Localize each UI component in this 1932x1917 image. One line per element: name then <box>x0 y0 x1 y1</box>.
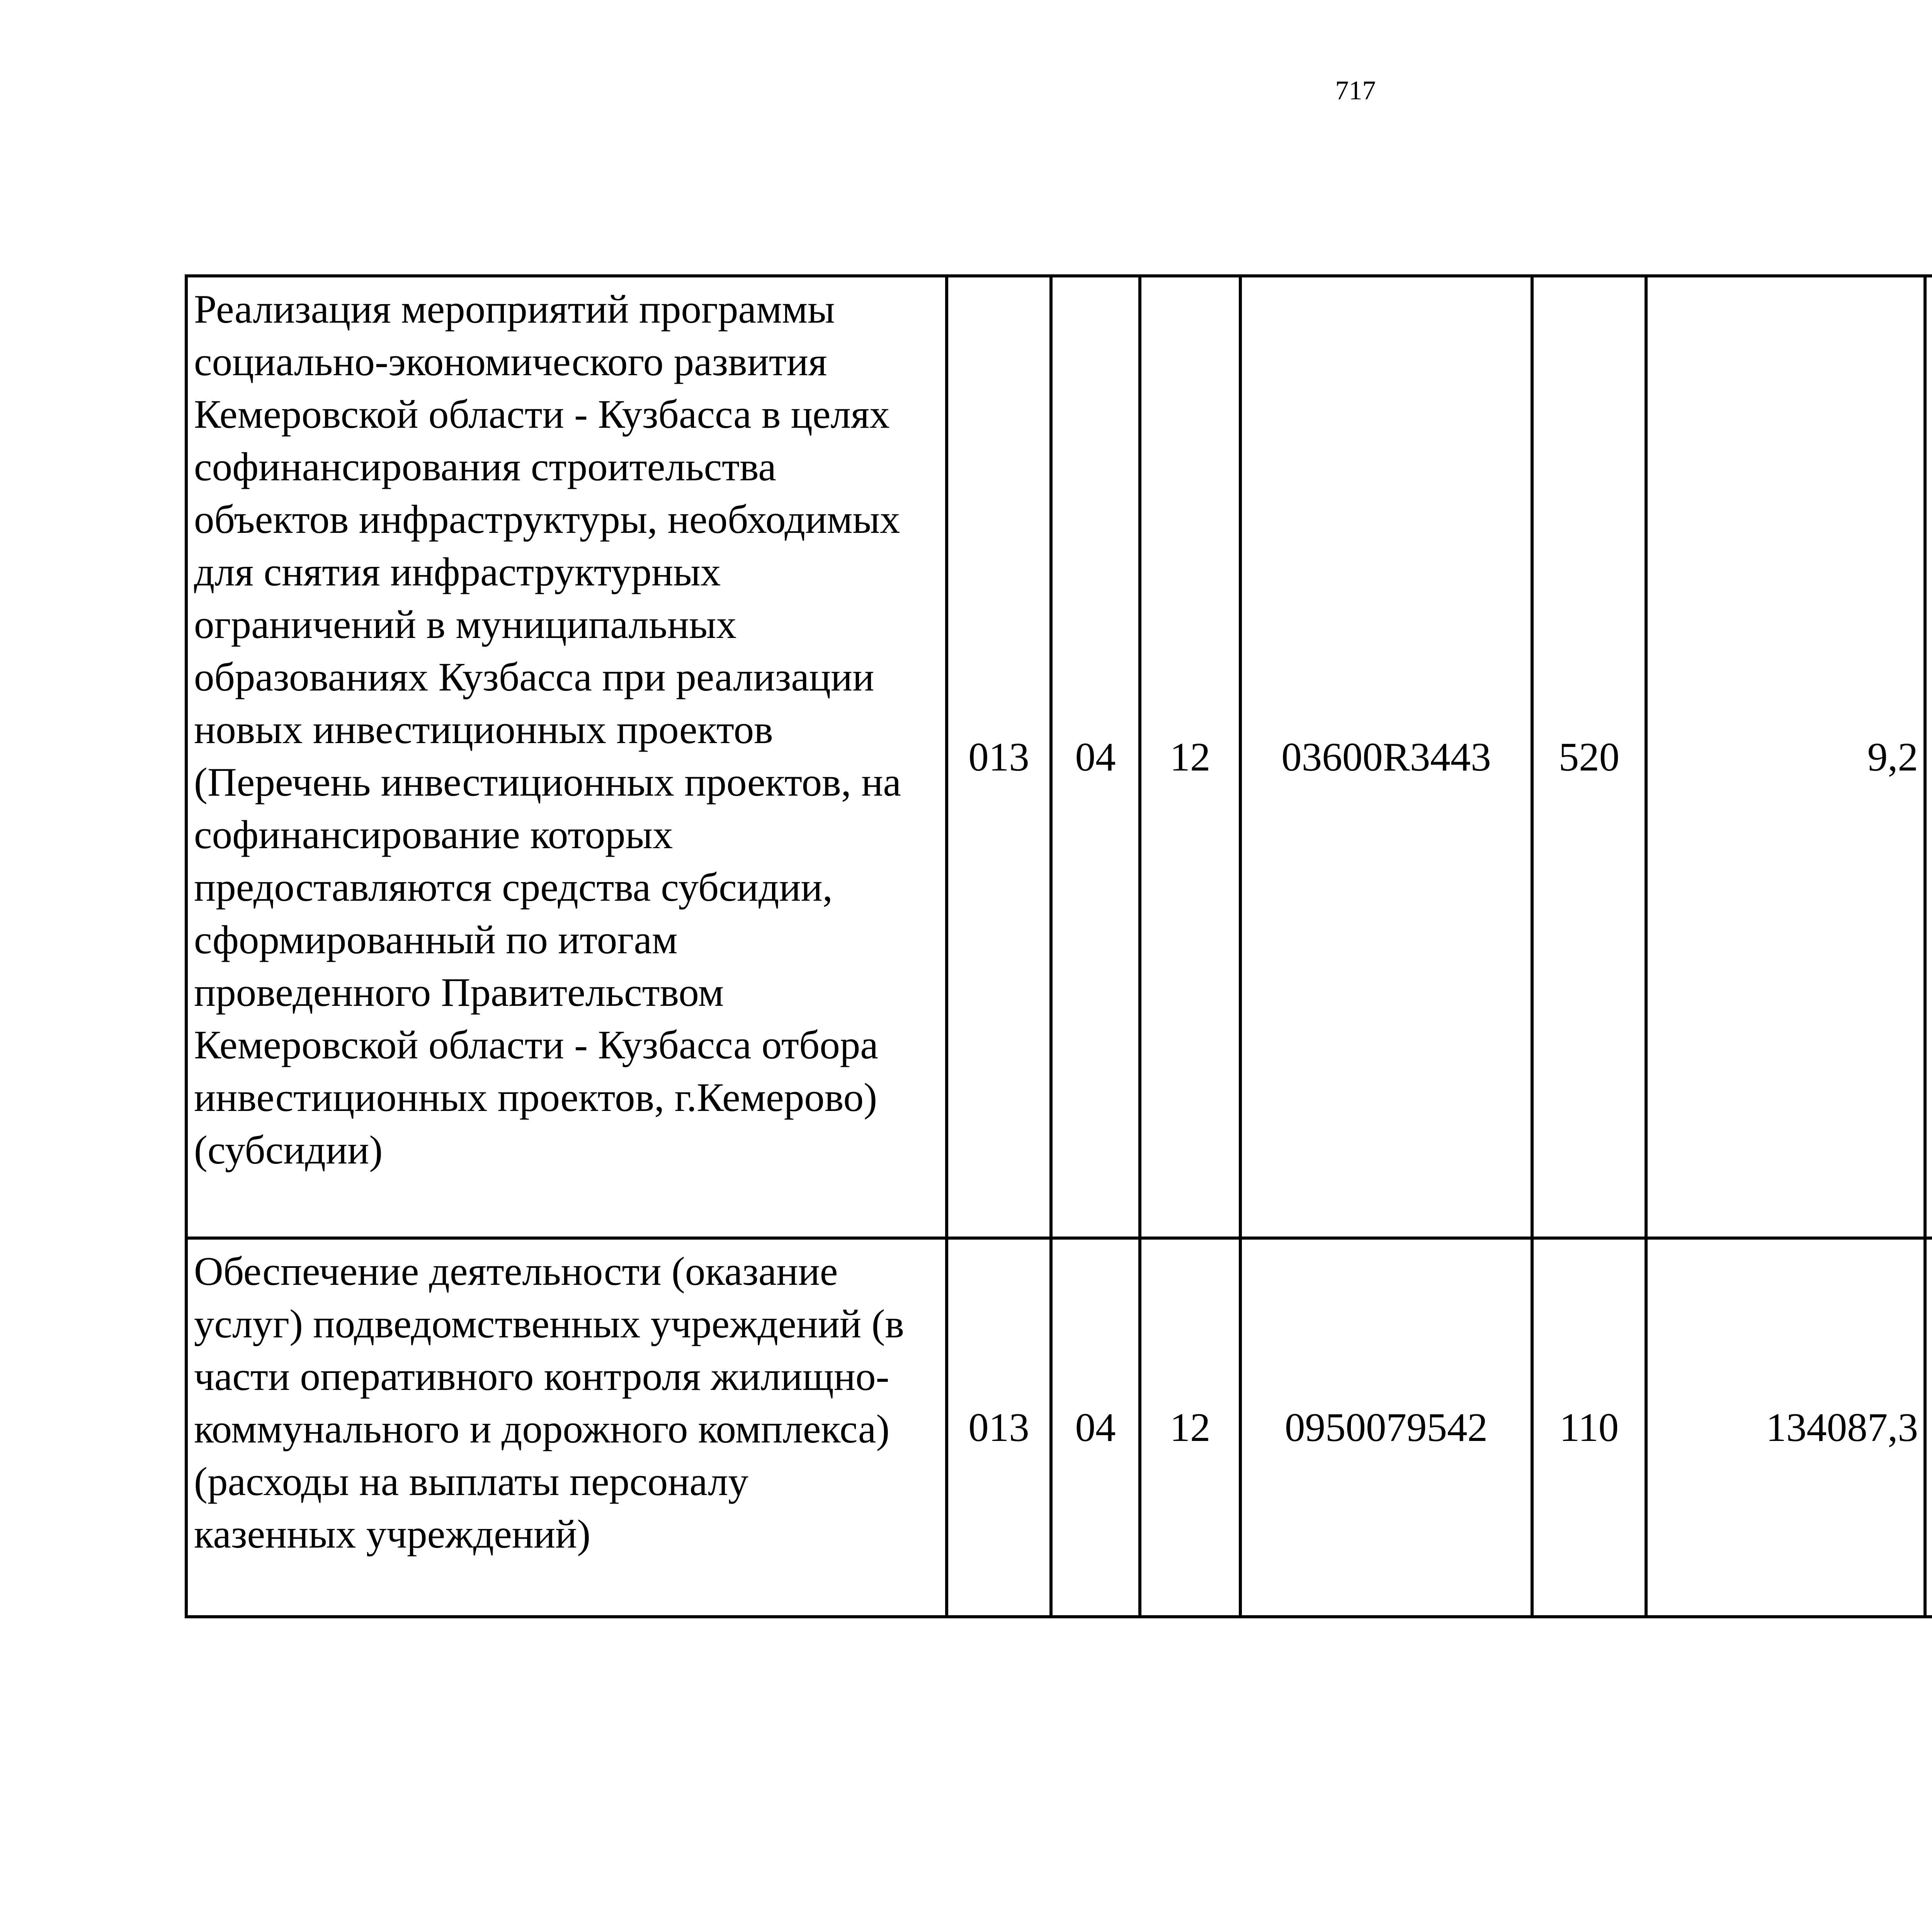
section-code-cell: 04 <box>1051 276 1140 1238</box>
description-cell <box>186 276 947 1238</box>
section-code-cell: 04 <box>1051 1238 1140 1617</box>
target-article-cell: 0950079542 <box>1240 1238 1532 1617</box>
description-text: Обеспечение деятельности (оказание услуг) подведомственных учреждений (в части оперативного контроля жилищно- коммунального и дорожного комплекса) (расходы на выплаты персоналу казенных учреждений) <box>194 1249 905 1556</box>
expense-type-cell: 110 <box>1532 1238 1646 1617</box>
budget-table <box>185 274 1932 1618</box>
subsection-code-cell: 12 <box>1140 1238 1240 1617</box>
target-article-cell: 03600R3443 <box>1240 276 1532 1238</box>
description-cell <box>186 1238 947 1617</box>
amount-1-cell: 9,2 <box>1646 276 1925 1238</box>
amount-1-cell: 134087,3 <box>1646 1238 1925 1617</box>
amount-2-cell <box>1925 1238 1932 1617</box>
subsection-code-cell: 12 <box>1140 276 1240 1238</box>
description-text: Реализация мероприятий программы социально-экономического развития Кемеровской области - Кузбасса в целях софинансирования строительства объектов инфраструктуры, необходимых для снятия инфраструктурных ограничений в муниципальных образованиях Кузбасса при реализации новых инвестиционных проектов (Перечень инвестиционных проектов, на софинансирование которых предоставляются средства субсидии, сформированный по итогам проведенного Правительством Кемеровской области - Кузбасса отбора инвестиционных проектов, г.Кемерово) (субсидии) <box>194 286 901 1172</box>
amount-2-cell <box>1925 276 1932 1238</box>
page-number: 717 <box>1335 76 1376 105</box>
expense-type-cell: 520 <box>1532 276 1646 1238</box>
ministry-code-cell: 013 <box>947 276 1051 1238</box>
ministry-code-cell: 013 <box>947 1238 1051 1617</box>
table-row <box>186 1238 1932 1617</box>
table-row <box>186 276 1932 1238</box>
